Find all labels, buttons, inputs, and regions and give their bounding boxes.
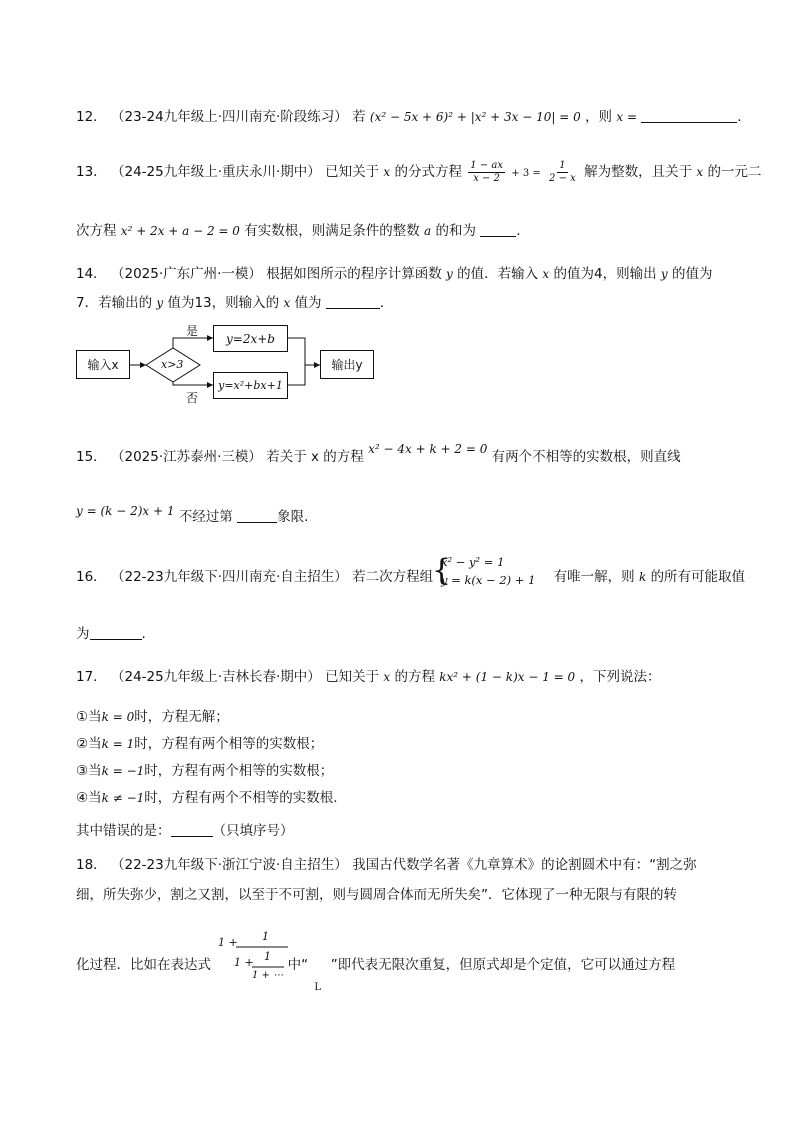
statement-condition: k = 0 [101,710,135,724]
fraction-numerator: 1 − ax [470,159,503,171]
question-text: ”即代表无限次重复，但原式却是个定值，它可以通过方程 [330,957,676,973]
statement-marker: ②当 [76,736,102,752]
question-18-line-3 [76,956,676,993]
cf-term-3: 1 + ⋯ [252,970,284,981]
variable: y [446,267,453,281]
variable: a [424,224,432,238]
fraction-denominator: x − 2 [473,172,500,184]
question-text: 的值为4，则输出 [553,266,657,282]
question-text: 的值为 [671,266,713,282]
question-text: 已知关于 [325,164,380,180]
flow-output-label: 输出y [331,358,363,372]
fraction-numerator: 1 [559,159,566,171]
cf-term-2: 1 + [234,956,254,969]
question-text: 有唯一解，则 [553,569,635,585]
question-text: 的和为 [435,223,476,239]
question-text: 不经过第 [178,509,233,525]
question-16-line-2 [76,625,146,643]
question-source: （24-25九年级上·重庆永川·期中） [110,164,321,180]
answer-blank[interactable] [237,508,277,523]
system-equation-1: x² − y² = 1 [441,555,505,569]
question-text: 有两个不相等的实数根，则直线 [491,449,681,465]
question-text: 已知关于 [325,669,380,685]
question-number: 15． [76,449,107,465]
flow-top-box [213,325,288,352]
variable: x [542,267,550,281]
statement-item [76,735,323,753]
question-number: 18． [76,857,107,873]
answer-blank[interactable] [90,625,142,640]
flow-yes-label: 是 [186,324,199,338]
question-text: . [737,109,742,125]
statement-marker: ④当 [76,790,102,806]
question-text: 若二次方程组 [352,569,434,585]
flow-bottom-box [213,372,288,399]
variable: x [283,296,291,310]
flow-output-box [320,350,374,379]
question-text: 的所有可能取值 [650,569,746,585]
question-text: 的一元二 [707,164,762,180]
question-text: 若 [352,109,366,125]
question-text: 其中错误的是： [76,823,171,839]
question-source: （22-23九年级下·四川南充·自主招生） [110,569,348,585]
variable: k [638,570,647,584]
variable: y [660,267,668,281]
flow-no-label: 否 [186,391,199,405]
answer-blank[interactable] [171,822,213,837]
question-18 [76,856,697,874]
statement-text: 时，方程无解； [134,709,229,725]
statement-item [76,789,338,807]
flow-top-formula: y=2x+b [226,331,275,346]
question-text: . [516,223,521,239]
question-15-line-2 [76,504,309,526]
question-number: 13． [76,164,107,180]
question-source: （24-25九年级上·吉林长春·期中） [110,669,321,685]
question-source: （22-23九年级下·浙江宁波·自主招生） [110,857,348,873]
question-text: 细，所失弥少，割之又割，以至于不可割，则与圆周合体而无所失矣”．它体现了一种无限与有限的转 [76,887,677,903]
question-text: 象限. [277,509,309,525]
flow-bottom-formula: y=x²+bx+1 [218,379,283,392]
question-text: 化过程．比如在表达式 [76,957,211,973]
question-source: （23-24九年级上·四川南充·阶段练习） [110,109,348,125]
wrong-statements-line [76,822,294,840]
question-source: （2025·江苏泰州·三模） [110,449,262,465]
variable: x [383,670,391,684]
statement-condition: k = −1 [101,764,145,778]
question-number: 17． [76,669,107,685]
equation: + 3 = [511,168,541,179]
question-text: . [141,626,146,642]
variable: x [383,165,391,179]
statement-marker: ③当 [76,763,102,779]
flow-condition-label: x>3 [161,358,184,371]
question-text: 中“ [287,957,309,973]
question-text: ． [379,295,394,311]
question-text: 为 [76,626,90,642]
statement-text: 时，方程有两个相等的实数根； [134,736,324,752]
flow-input-box [76,350,130,379]
question-text: 的方程 [394,669,435,685]
question-text: 解为整数，且关于 [584,164,693,180]
statement-item [76,708,229,726]
cf-numerator-1: 1 [262,930,269,943]
question-text: 有实数根，则满足条件的整数 [244,223,420,239]
flow-input-label: 输入x [87,358,119,372]
equation: (x² − 5x + 6)² + |x² + 3x − 10| = 0 [369,110,581,124]
question-source: （2025·广东广州·一模） [110,266,262,282]
question-text: ，下列说法： [579,669,661,685]
cf-numerator-2: 1 [264,950,271,963]
equation: x² + 2x + a − 2 = 0 [120,224,240,238]
question-15 [76,442,681,466]
question-text: 根据如图所示的程序计算函数 [266,266,442,282]
answer-variable: x = [616,110,637,124]
equation: x² − 4x + k + 2 = 0 [368,442,488,456]
variable: x [696,165,704,179]
statement-text: 时，方程有两个相等的实数根； [144,763,334,779]
question-text: 值为 [294,295,322,311]
question-text: 我国古代数学名著《九章算术》的论割圆术中有：“割之弥 [352,857,697,873]
question-text: 的值．若输入 [457,266,539,282]
question-text: 值为13，则输入的 [167,295,280,311]
equation: kx² + (1 − k)x − 1 = 0 [439,670,576,684]
question-text: （只填序号） [212,823,294,839]
question-18-line-2 [76,886,677,904]
statement-condition: k ≠ −1 [101,791,145,805]
question-number: 16． [76,569,107,585]
statement-condition: k = 1 [101,737,135,751]
question-number: 12． [76,109,107,125]
variable: y [156,296,164,310]
equation: y = (k − 2)x + 1 [76,504,175,518]
statement-marker: ①当 [76,709,102,725]
question-text: 的分式方程 [394,164,462,180]
ellipsis-symbol: L [314,982,322,993]
question-number: 14． [76,266,107,282]
question-text: ，则 [585,109,613,125]
cf-term-1: 1 + [218,936,238,949]
statement-item [76,762,333,780]
system-equation-2: y = k(x − 2) + 1 [441,573,536,587]
statement-text: 时，方程有两个不相等的实数根. [144,790,338,806]
question-text: 次方程 [76,223,117,239]
question-16 [76,568,745,586]
fraction-denominator: 2 − x [549,172,576,184]
question-text: 若关于 x 的方程 [266,449,364,465]
question-17 [76,668,660,686]
system-brace: { [432,553,452,588]
question-text: 7．若输出的 [76,295,153,311]
